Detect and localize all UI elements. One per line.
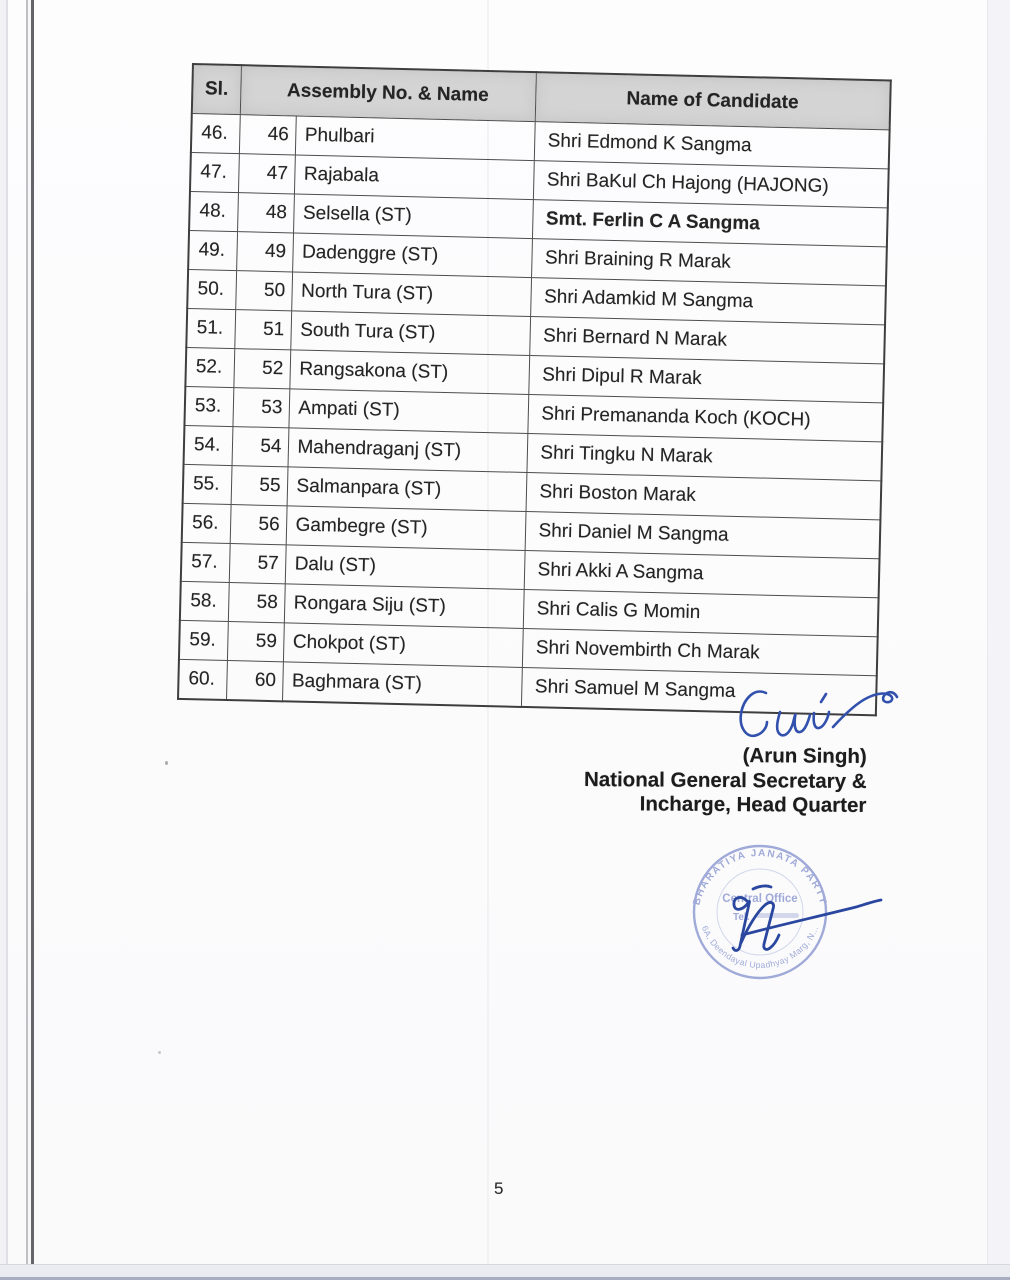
cell-assembly-no: 56 — [230, 505, 287, 545]
cell-assembly-name: Mahendraganj (ST) — [288, 428, 528, 473]
cell-assembly-name: North Tura (ST) — [291, 272, 531, 317]
cell-sl: 51. — [186, 308, 235, 348]
cell-sl: 54. — [184, 425, 233, 465]
cell-assembly-name: Dalu (ST) — [285, 545, 525, 590]
svg-text:BHARATIYA JANATA PARTY — [691, 848, 828, 907]
cell-candidate-name: Shri BaKul Ch Hajong (HAJONG) — [533, 161, 889, 208]
cell-candidate-name: Shri Samuel M Sangma — [521, 667, 877, 715]
stamp-center-line1: Central Office — [722, 893, 798, 905]
scan-speck — [165, 761, 168, 765]
cell-assembly-no: 55 — [231, 466, 288, 506]
cell-assembly-no: 57 — [229, 544, 286, 584]
cell-candidate-name: Shri Calis G Momin — [523, 589, 879, 636]
candidate-table — [177, 63, 892, 716]
header-sl: Sl. — [192, 64, 241, 115]
cell-sl: 49. — [188, 230, 237, 270]
svg-text:6A, Deendayal Upadhyay Marg, N — [700, 924, 820, 970]
cell-assembly-name: Chokpot (ST) — [283, 623, 523, 668]
stamp-signature — [733, 886, 881, 951]
stamp-inner-ring — [717, 869, 803, 955]
cell-sl: 52. — [185, 347, 234, 387]
signatory-block — [584, 743, 867, 818]
header-assembly: Assembly No. & Name — [240, 65, 536, 121]
cell-assembly-no: 48 — [237, 193, 294, 233]
cell-candidate-name: Shri Novembirth Ch Marak — [522, 628, 878, 675]
stamp-illegible-digits — [755, 913, 799, 918]
cell-assembly-name: South Tura (ST) — [290, 311, 530, 356]
scan-edge-left-strip — [0, 0, 8, 1266]
cell-assembly-name: Salmanpara (ST) — [287, 467, 527, 512]
cell-sl: 53. — [184, 386, 233, 426]
cell-assembly-name: Rangsakona (ST) — [289, 350, 529, 395]
cell-sl: 48. — [189, 191, 238, 231]
scan-edge-left-line — [26, 0, 35, 1266]
cell-assembly-name: Gambegre (ST) — [286, 506, 526, 551]
page-number: 5 — [494, 1179, 504, 1198]
cell-assembly-name: Selsella (ST) — [293, 194, 533, 239]
cell-assembly-no: 52 — [233, 349, 290, 389]
cell-assembly-name: Baghmara (ST) — [282, 662, 522, 707]
cell-candidate-name: Shri Edmond K Sangma — [534, 122, 890, 169]
cell-assembly-name: Rongara Siju (ST) — [284, 584, 524, 629]
scan-edge-bottom-strip — [0, 1264, 1010, 1280]
cell-assembly-name: Rajabala — [294, 155, 534, 200]
cell-assembly-no: 46 — [239, 115, 296, 155]
cell-sl: 50. — [187, 269, 236, 309]
cell-candidate-name: Smt. Ferlin C A Sangma — [532, 200, 888, 247]
cell-assembly-no: 51 — [234, 310, 291, 350]
cell-sl: 60. — [178, 659, 227, 700]
cell-sl: 46. — [191, 114, 240, 154]
cell-assembly-no: 53 — [232, 388, 289, 428]
cell-sl: 56. — [182, 503, 231, 543]
cell-assembly-name: Phulbari — [295, 116, 535, 161]
cell-candidate-name: Shri Dipul R Marak — [528, 356, 884, 403]
stamp-arc-bottom-text: 6A, Deendayal Upadhyay Marg, N... — [699, 924, 821, 971]
scan-edge-right-band — [987, 0, 1010, 1266]
stamp-center-line2: Tel. — [733, 912, 750, 923]
cell-candidate-name: Shri Akki A Sangma — [524, 550, 880, 597]
signatory-name: (Arun Singh) — [742, 744, 868, 768]
header-candidate: Name of Candidate — [535, 72, 891, 130]
cell-sl: 58. — [180, 581, 229, 621]
cell-assembly-no: 50 — [235, 271, 292, 311]
cell-candidate-name: Shri Tingku N Marak — [526, 434, 882, 481]
cell-sl: 57. — [181, 542, 230, 582]
cell-candidate-name: Shri Boston Marak — [526, 472, 882, 519]
candidate-table-wrap — [177, 63, 892, 716]
cell-assembly-no: 47 — [238, 154, 295, 194]
cell-candidate-name: Shri Daniel M Sangma — [525, 511, 881, 558]
cell-candidate-name: Shri Braining R Marak — [531, 239, 887, 286]
cell-assembly-name: Dadenggre (ST) — [292, 233, 532, 278]
cell-candidate-name: Shri Adamkid M Sangma — [530, 278, 886, 325]
cell-assembly-no: 60 — [226, 660, 283, 701]
scan-speck — [158, 1051, 161, 1054]
cell-sl: 55. — [183, 464, 232, 504]
cell-assembly-no: 58 — [228, 583, 285, 623]
cell-assembly-no: 54 — [232, 427, 289, 467]
cell-assembly-no: 59 — [227, 621, 284, 661]
cell-candidate-name: Shri Bernard N Marak — [529, 317, 885, 364]
signatory-title-line1: National General Secretary & — [584, 767, 868, 793]
bjp-office-stamp — [691, 846, 828, 978]
cell-assembly-name: Ampati (ST) — [288, 389, 528, 434]
cell-sl: 47. — [190, 152, 239, 192]
cell-assembly-no: 49 — [236, 232, 293, 272]
stamp-outer-ring — [694, 846, 826, 978]
stamp-arc-top-text: BHARATIYA JANATA PARTY — [691, 847, 829, 907]
cell-sl: 59. — [179, 620, 228, 660]
signatory-title-line2: Incharge, Head Quarter — [640, 792, 867, 817]
cell-candidate-name: Shri Premananda Koch (KOCH) — [527, 395, 883, 442]
